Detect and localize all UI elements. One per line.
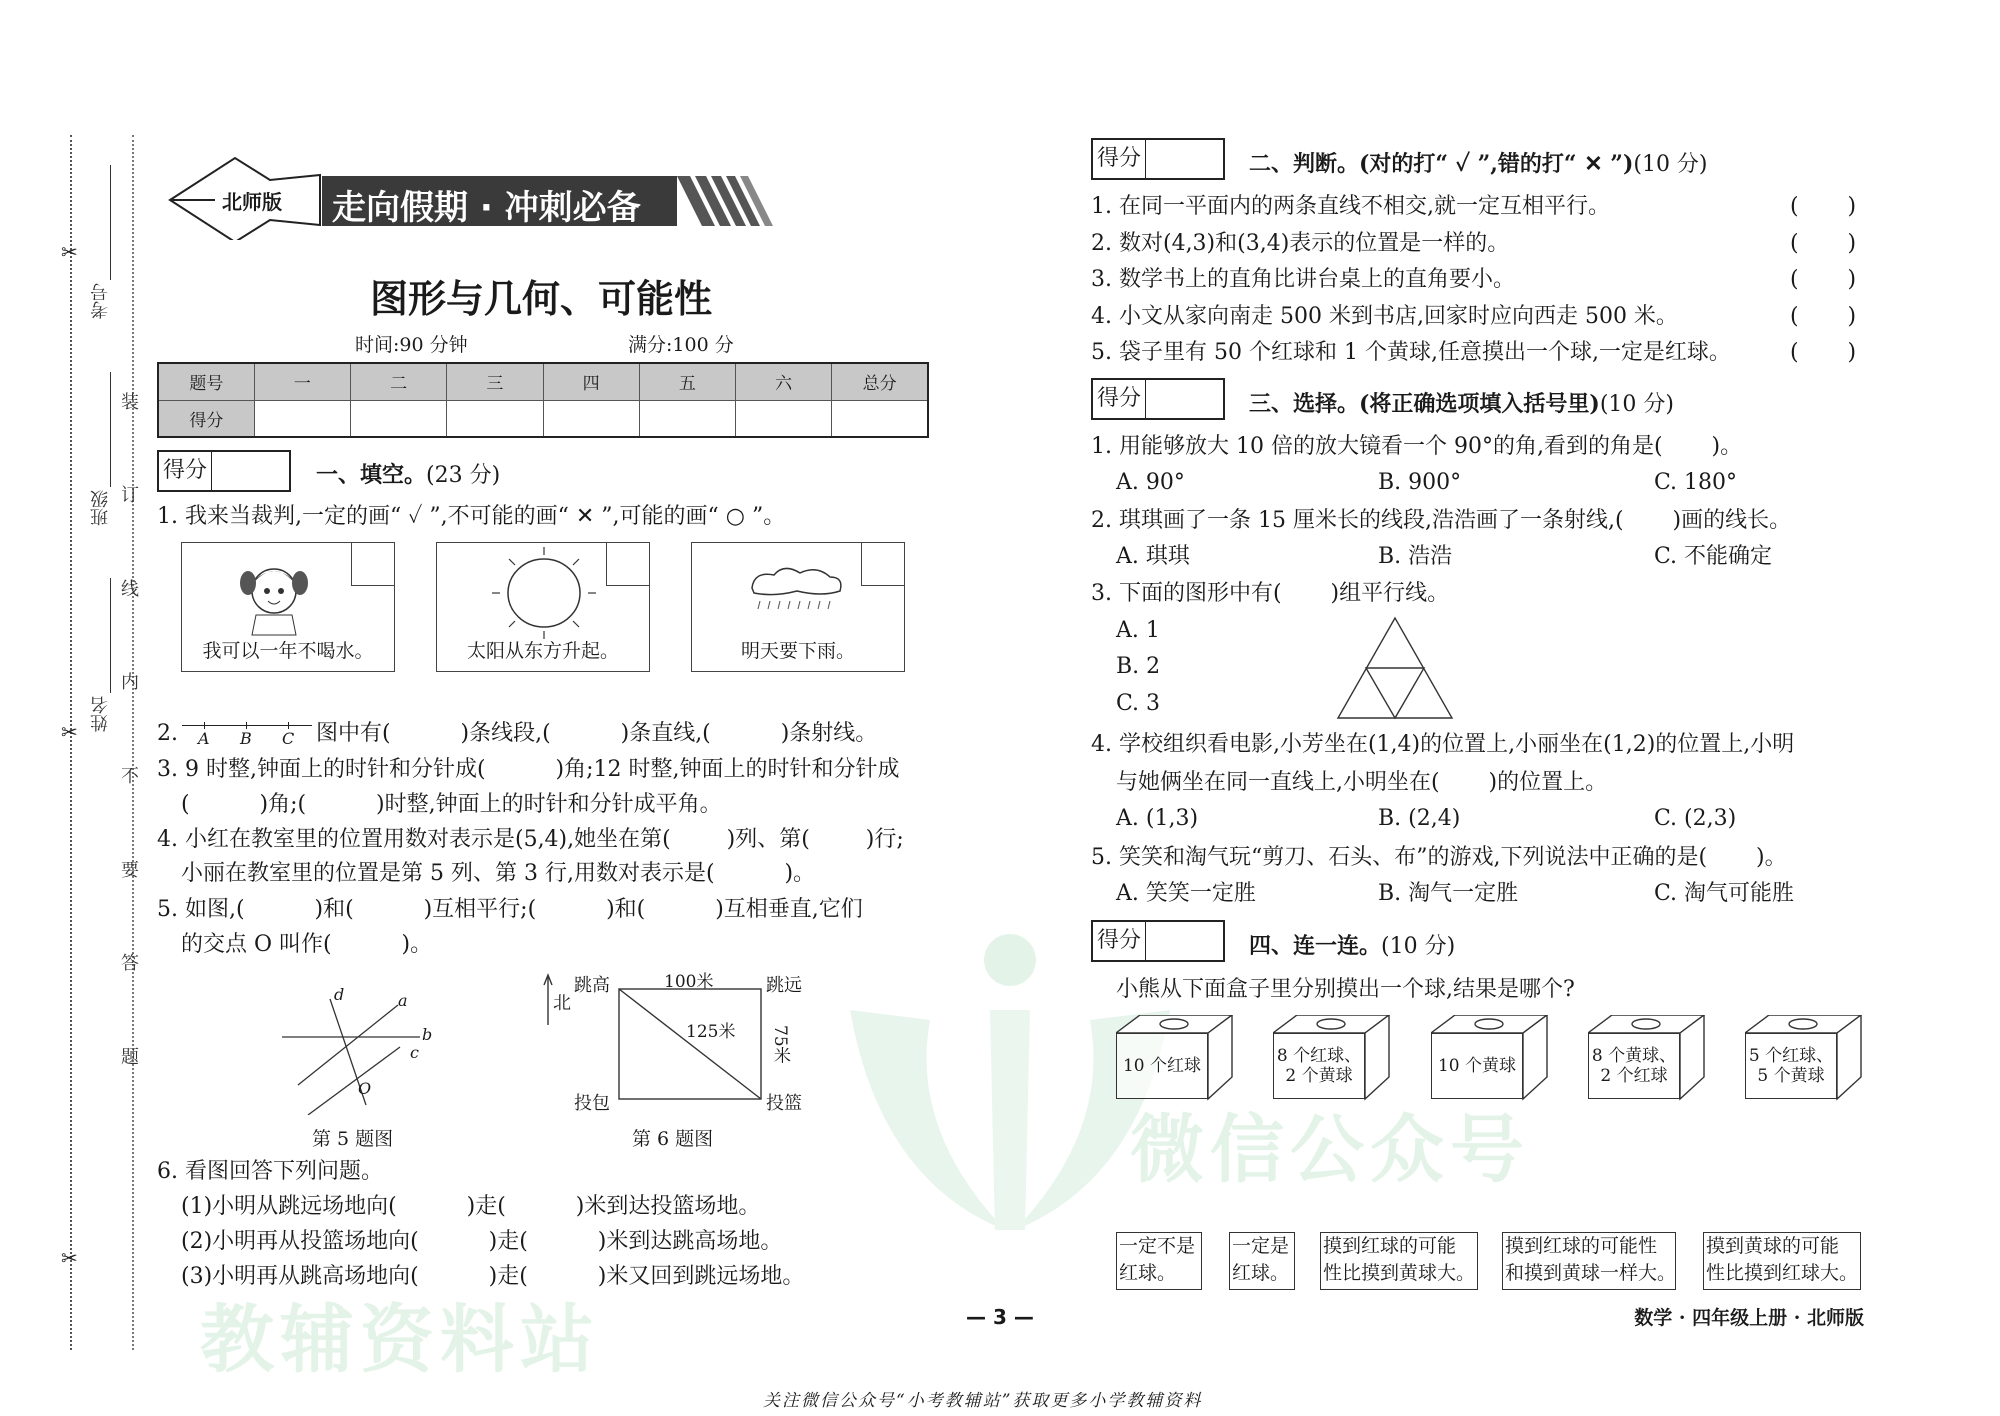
option: C. 3 <box>1116 691 1161 716</box>
exam-no-line[interactable] <box>110 165 111 280</box>
s3-q3: 3. 下面的图形中有( )组平行线。 <box>1091 581 1450 606</box>
picture-caption: 我可以一年不喝水。 <box>202 640 374 662</box>
scissors-icon: ✂ <box>61 240 78 264</box>
q2-line-figure <box>182 722 312 748</box>
line-label-d: d <box>334 985 345 1004</box>
ball-box[interactable] <box>1273 1015 1393 1101</box>
option: B. 2 <box>1116 654 1161 679</box>
s1-q6-sub: (2)小明再从投篮场地向( )走( )米到达跳高场地。 <box>181 1229 783 1254</box>
section2-score-box[interactable] <box>1091 138 1225 180</box>
watermark-text-1: 微信公众号 <box>1130 1107 1530 1193</box>
score-box-label: 得分 <box>1093 140 1146 178</box>
section3-title: 三、选择。(将正确选项填入括号里) <box>1249 391 1600 417</box>
banner-slogan: 走向假期 · 冲刺必备 <box>332 188 641 228</box>
ball-box[interactable] <box>1745 1015 1865 1101</box>
section2-title: 二、判断。(对的打“ ✓ ”,错的打“ ✕ ”) <box>1249 151 1634 177</box>
section4-score-box[interactable] <box>1091 920 1225 962</box>
judge-item: 4. 小文从家向南走 500 米到书店,回家时应向西走 500 米。 <box>1091 304 1678 329</box>
top-distance: 100米 <box>664 972 714 992</box>
section2-points: (10 分) <box>1633 152 1708 177</box>
margin-notice-char: 要 <box>121 860 139 881</box>
margin-notice-char: 订 <box>121 485 139 506</box>
s1-q6: 6. 看图回答下列问题。 <box>157 1159 383 1184</box>
answer-option[interactable]: 一定不是 红球。 <box>1116 1232 1202 1290</box>
margin-notice-char: 答 <box>121 953 139 974</box>
box-contents: 8 个红球、 2 个黄球 <box>1273 1033 1365 1099</box>
s3-q2: 2. 琪琪画了一条 15 厘米长的线段,浩浩画了一条射线,( )画的线长。 <box>1091 508 1792 533</box>
corner-basketball: 投篮 <box>766 1093 802 1114</box>
ball-box[interactable] <box>1588 1015 1708 1101</box>
section4-title: 四、连一连。 <box>1249 933 1382 959</box>
class-label: 班级 <box>90 490 111 526</box>
page-number: — 3 — <box>966 1305 1034 1329</box>
point-label: C <box>282 729 295 748</box>
option: B. 900° <box>1378 470 1462 495</box>
score-table-header: 五 <box>639 363 735 400</box>
edition-label: 北师版 <box>222 190 282 214</box>
option: B. 浩浩 <box>1378 544 1453 569</box>
score-table-header: 二 <box>351 363 447 400</box>
judge-answer-paren[interactable]: ( ) <box>1790 194 1857 219</box>
judge-item: 1. 在同一平面内的两条直线不相交,就一定互相平行。 <box>1091 194 1610 219</box>
judge-item: 5. 袋子里有 50 个红球和 1 个黄球,任意摸出一个球,一定是红球。 <box>1091 340 1731 365</box>
picture-caption: 太阳从东方升起。 <box>466 640 619 662</box>
s1-q5-line2: 的交点 O 叫作( )。 <box>181 932 433 957</box>
margin-notice-char: 内 <box>121 672 139 693</box>
score-table <box>157 362 929 438</box>
score-table-header: 一 <box>254 363 350 400</box>
s1-q2: 图中有( )条线段,( )条直线,( )条射线。 <box>316 721 878 746</box>
score-box-label: 得分 <box>1093 380 1146 418</box>
point-label: B <box>240 729 252 748</box>
score-cell[interactable] <box>543 400 639 437</box>
point-label: A <box>198 729 210 748</box>
judge-answer-paren[interactable]: ( ) <box>1790 231 1857 256</box>
full-score: 满分:100 分 <box>628 334 734 356</box>
line-label-b: b <box>422 1025 433 1044</box>
s1-q3-line2: ( )角;( )时整,钟面上的时针和分针成平角。 <box>181 792 722 817</box>
judge-answer-paren[interactable]: ( ) <box>1790 304 1857 329</box>
s1-q6-sub: (3)小明再从跳高场地向( )走( )米又回到跳远场地。 <box>181 1264 805 1289</box>
s1-q5-line1: 5. 如图,( )和( )互相平行;( )和( )互相垂直,它们 <box>157 897 863 922</box>
score-table-header: 四 <box>543 363 639 400</box>
section1-score-box[interactable] <box>157 450 291 492</box>
banner <box>160 150 810 240</box>
ball-box[interactable] <box>1431 1015 1551 1101</box>
section1-title: 一、填空。 <box>316 462 427 488</box>
page-title: 图形与几何、可能性 <box>370 276 713 321</box>
line-label-c: c <box>410 1043 419 1062</box>
section1-points: (23 分) <box>426 463 501 488</box>
point-label-o: O <box>358 1079 372 1098</box>
answer-option[interactable]: 摸到红球的可能性 和摸到黄球一样大。 <box>1502 1232 1676 1290</box>
s1-q1: 1. 我来当裁判,一定的画“ ✓ ”,不可能的画“ ✕ ”,可能的画“ ○ ”。 <box>157 504 786 529</box>
s1-q4-line1: 4. 小红在教室里的位置用数对表示是(5,4),她坐在第( )列、第( )行; <box>157 827 904 852</box>
exam-time: 时间:90 分钟 <box>355 334 468 356</box>
option: C. 不能确定 <box>1654 544 1773 569</box>
margin-notice-char: 线 <box>121 579 139 600</box>
name-line[interactable] <box>110 578 111 693</box>
s3-q4-line2: 与她俩坐在同一直线上,小明坐在( )的位置上。 <box>1116 770 1608 795</box>
watermark-text-2: 教辅资料站 <box>200 1297 600 1383</box>
box-contents: 10 个黄球 <box>1431 1033 1523 1099</box>
option: A. 1 <box>1116 618 1160 643</box>
margin-notice-char: 不 <box>121 766 139 787</box>
answer-corner-box[interactable] <box>351 543 394 586</box>
picture-caption: 明天要下雨。 <box>740 640 855 662</box>
corner-high-jump: 跳高 <box>574 975 610 996</box>
option: A. 笑笑一定胜 <box>1116 881 1256 906</box>
s3-q1: 1. 用能够放大 10 倍的放大镜看一个 90°的角,看到的角是( )。 <box>1091 434 1743 459</box>
answer-option[interactable]: 摸到黄球的可能 性比摸到红球大。 <box>1703 1232 1861 1290</box>
scissors-icon: ✂ <box>61 1246 78 1270</box>
s3-q5: 5. 笑笑和淘气玩“剪刀、石头、布”的游戏,下列说法中正确的是( )。 <box>1091 845 1787 870</box>
corner-long-jump: 跳远 <box>766 975 802 996</box>
judge-answer-paren[interactable]: ( ) <box>1790 340 1857 365</box>
margin-notice-char: 装 <box>121 392 139 413</box>
option: A. 90° <box>1116 470 1185 495</box>
section2-heading <box>1249 147 1708 178</box>
option: B. 淘气一定胜 <box>1378 881 1519 906</box>
option: A. 琪琪 <box>1116 544 1190 569</box>
option: A. (1,3) <box>1116 806 1199 831</box>
score-table-header: 三 <box>447 363 543 400</box>
triangle-figure <box>1336 616 1454 720</box>
judge-item: 2. 数对(4,3)和(3,4)表示的位置是一样的。 <box>1091 231 1510 256</box>
section4-points: (10 分) <box>1381 934 1456 959</box>
exam-no-label: 考号 <box>90 283 111 319</box>
line-label-a: a <box>398 991 408 1010</box>
scissors-icon: ✂ <box>61 720 78 744</box>
box-contents: 10 个红球 <box>1116 1033 1208 1099</box>
north-label: 北 <box>553 993 571 1014</box>
binding-line <box>132 135 134 1350</box>
box-contents: 5 个红球、 5 个黄球 <box>1745 1033 1837 1099</box>
s1-q2-number: 2. <box>157 721 178 746</box>
section1-heading <box>316 458 500 489</box>
corner-bean-bag: 投包 <box>574 1093 610 1114</box>
judge-answer-paren[interactable]: ( ) <box>1790 267 1857 292</box>
score-cell[interactable] <box>254 400 350 437</box>
box-contents: 8 个黄球、 2 个红球 <box>1588 1033 1680 1099</box>
s1-q6-sub: (1)小明从跳远场地向( )走( )米到达投篮场地。 <box>181 1194 761 1219</box>
score-cell[interactable] <box>736 400 832 437</box>
section3-heading <box>1249 387 1674 418</box>
right-distance: 75米 <box>770 1025 790 1064</box>
score-box-label: 得分 <box>159 452 212 490</box>
figure-6-caption: 第 6 题图 <box>632 1128 714 1150</box>
answer-option[interactable]: 摸到红球的可能 性比摸到黄球大。 <box>1320 1232 1478 1290</box>
ball-box[interactable] <box>1116 1015 1236 1101</box>
q1-picture-sun <box>436 542 650 672</box>
score-box-label: 得分 <box>1093 922 1146 960</box>
s1-q4-line2: 小丽在教室里的位置是第 5 列、第 3 行,用数对表示是( )。 <box>181 861 816 886</box>
section3-score-box[interactable] <box>1091 378 1225 420</box>
answer-corner-box[interactable] <box>861 543 904 586</box>
figure-5-caption: 第 5 题图 <box>312 1128 394 1150</box>
answer-corner-box[interactable] <box>606 543 649 586</box>
option: C. 180° <box>1654 470 1738 495</box>
name-label: 姓名 <box>90 696 111 732</box>
s3-q4-line1: 4. 学校组织看电影,小芳坐在(1,4)的位置上,小丽坐在(1,2)的位置上,小明 <box>1091 732 1795 757</box>
option: B. (2,4) <box>1378 806 1461 831</box>
score-cell[interactable] <box>351 400 447 437</box>
judge-item: 3. 数学书上的直角比讲台桌上的直角要小。 <box>1091 267 1515 292</box>
figure-6 <box>540 965 820 1115</box>
s1-q3-line1: 3. 9 时整,钟面上的时针和分针成( )角;12 时整,钟面上的时针和分针成 <box>157 757 900 782</box>
class-line[interactable] <box>110 372 111 487</box>
option: C. 淘气可能胜 <box>1654 881 1795 906</box>
margin-notice-char: 题 <box>121 1047 139 1068</box>
s4-prompt: 小熊从下面盒子里分别摸出一个球,结果是哪个? <box>1116 977 1575 1002</box>
score-cell[interactable] <box>639 400 735 437</box>
score-row-label: 得分 <box>158 400 254 437</box>
book-info: 数学 · 四年级上册 · 北师版 <box>1634 1307 1864 1329</box>
promo-notice: 关注微信公众号“小考教辅站”获取更多小学教辅资料 <box>763 1391 1203 1411</box>
answer-option[interactable]: 一定是 红球。 <box>1229 1232 1295 1290</box>
q1-picture-girl <box>181 542 395 672</box>
figure-5 <box>270 985 450 1115</box>
score-cell[interactable] <box>832 400 928 437</box>
score-table-header: 题号 <box>158 363 254 400</box>
score-table-header: 总分 <box>832 363 928 400</box>
score-table-header: 六 <box>736 363 832 400</box>
diagonal-distance: 125米 <box>686 1022 736 1042</box>
q1-picture-rain <box>691 542 905 672</box>
section4-heading <box>1249 929 1455 960</box>
score-cell[interactable] <box>447 400 543 437</box>
section3-points: (10 分) <box>1599 392 1674 417</box>
option: C. (2,3) <box>1654 806 1737 831</box>
